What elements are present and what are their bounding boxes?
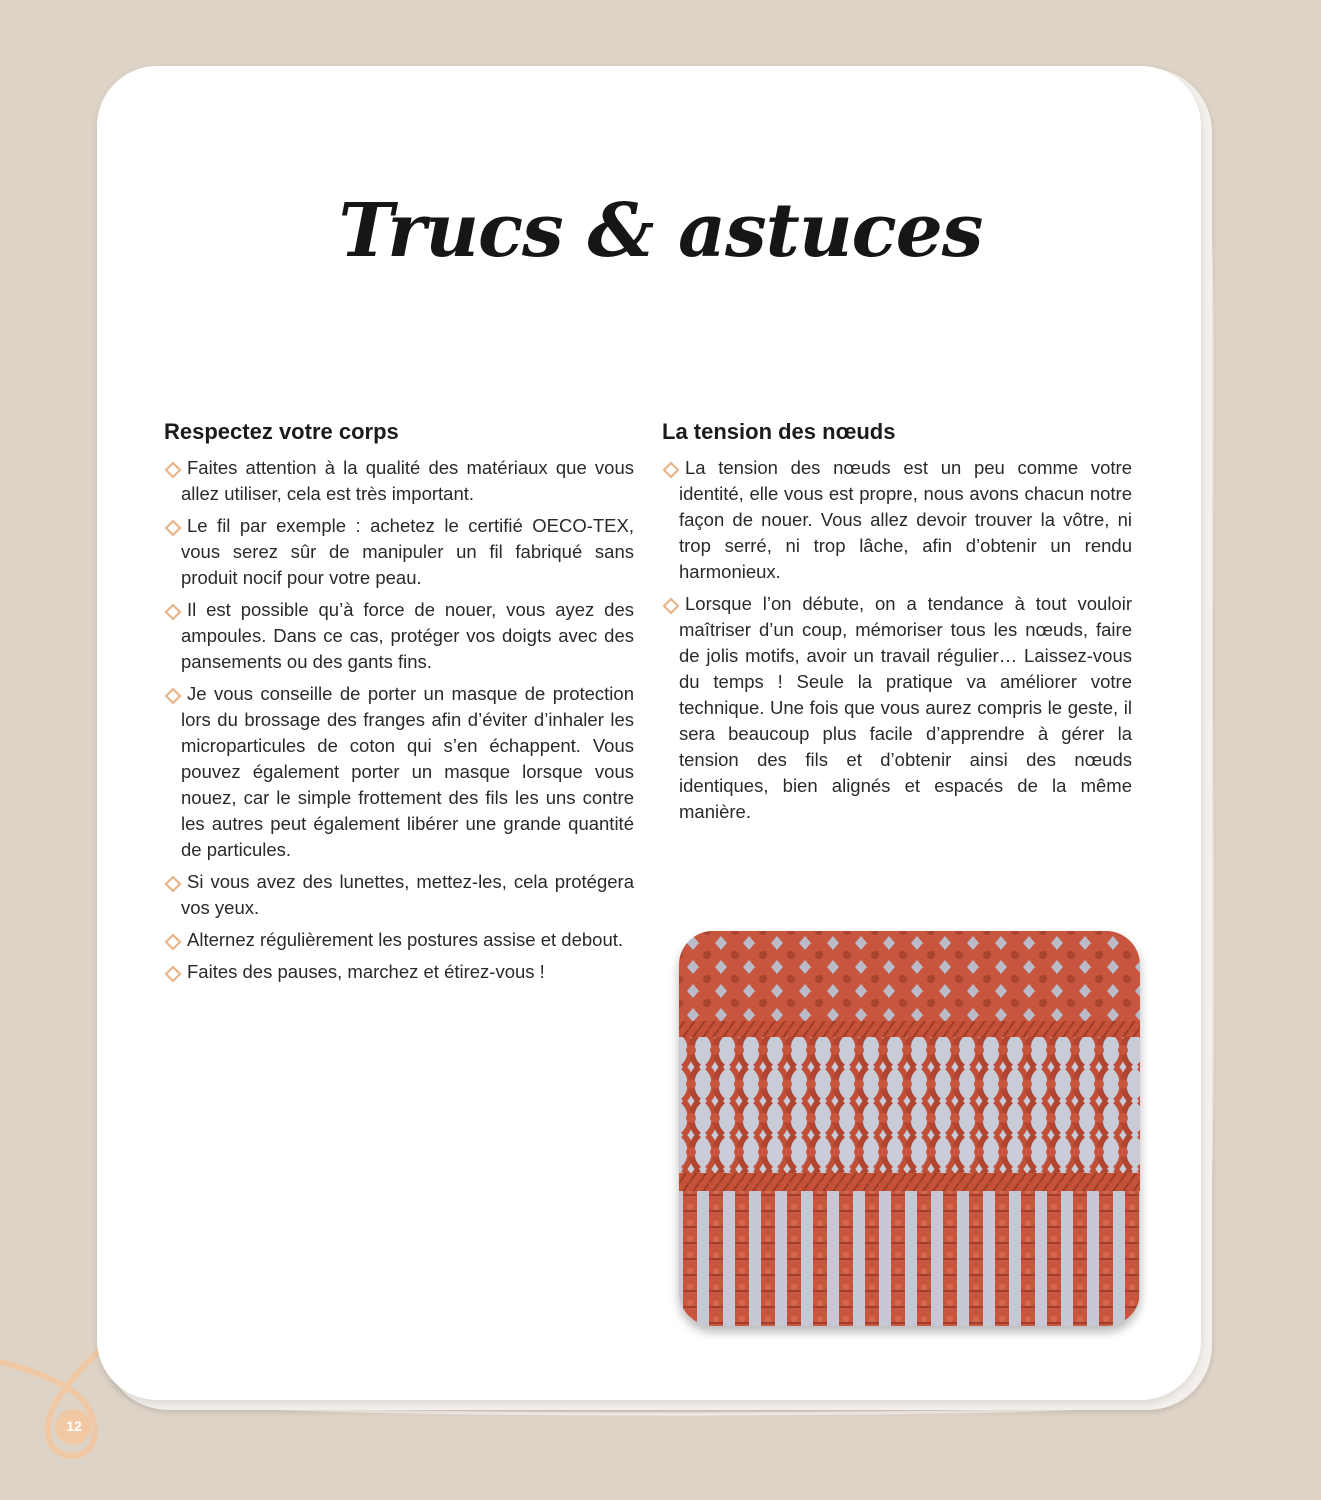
list-item: La tension des nœuds est un peu comme votre identité, elle vous est propre, nous avons chacun notre façon de nouer. Vous allez devoir trouver la vôtre, ni trop serré, ni trop lâche, afin d’obtenir un rendu harmonieux.	[662, 455, 1132, 585]
list-item: Il est possible qu’à force de nouer, vous ayez des ampoules. Dans ce cas, protéger vos doigts avec des pansements ou des gants fins.	[164, 597, 634, 675]
page-number: 12	[66, 1418, 82, 1434]
diamond-bullet-icon	[164, 965, 182, 983]
list-item: Si vous avez des lunettes, mettez-les, cela protégera vos yeux.	[164, 869, 634, 921]
diamond-bullet-icon	[164, 519, 182, 537]
list-item: Alternez régulièrement les postures assise et debout.	[164, 927, 634, 953]
macrame-sample-photo	[679, 931, 1140, 1326]
section-respectez-votre-corps	[164, 417, 634, 991]
section-heading: Respectez votre corps	[164, 419, 399, 444]
diamond-bullet-icon	[662, 461, 680, 479]
diamond-bullet-icon	[662, 597, 680, 615]
list-item: Le fil par exemple : achetez le certifié OECO-TEX, vous serez sûr de manipuler un fil fabriqué sans produit nocif pour votre peau.	[164, 513, 634, 591]
list-item: Je vous conseille de porter un masque de protection lors du brossage des franges afin d’éviter d’inhaler les microparticules de coton qui s’en échappent. Vous pouvez également porter un masque lorsque vous nouez, car le simple frottement des fils les uns contre les autres peut également libérer une grande quantité de particules.	[164, 681, 634, 863]
diamond-bullet-icon	[164, 603, 182, 621]
section-la-tension-des-noeuds	[662, 417, 1132, 831]
list-item: Faites attention à la qualité des matériaux que vous allez utiliser, cela est très important.	[164, 455, 634, 507]
list-item: Faites des pauses, marchez et étirez-vous !	[164, 959, 634, 985]
tips-list	[164, 455, 634, 985]
diamond-bullet-icon	[164, 933, 182, 951]
list-item: Lorsque l’on débute, on a tendance à tout vouloir maîtriser d’un coup, mémoriser tous les nœuds, faire de jolis motifs, avoir un travail régulier… Laissez-vous du temps ! Seule la pratique va améliorer votre technique. Une fois que vous aurez compris le geste, il sera beaucoup plus facile d’apprendre à gérer la tension des fils et d’obtenir ainsi des nœuds identiques, bien alignés et espacés de la même manière.	[662, 591, 1132, 825]
section-heading: La tension des nœuds	[662, 419, 896, 444]
tips-list	[662, 455, 1132, 825]
diamond-bullet-icon	[164, 875, 182, 893]
macrame-pattern-icon	[679, 931, 1140, 1326]
page-title: Trucs & astuces	[338, 188, 983, 274]
diamond-bullet-icon	[164, 687, 182, 705]
diamond-bullet-icon	[164, 461, 182, 479]
